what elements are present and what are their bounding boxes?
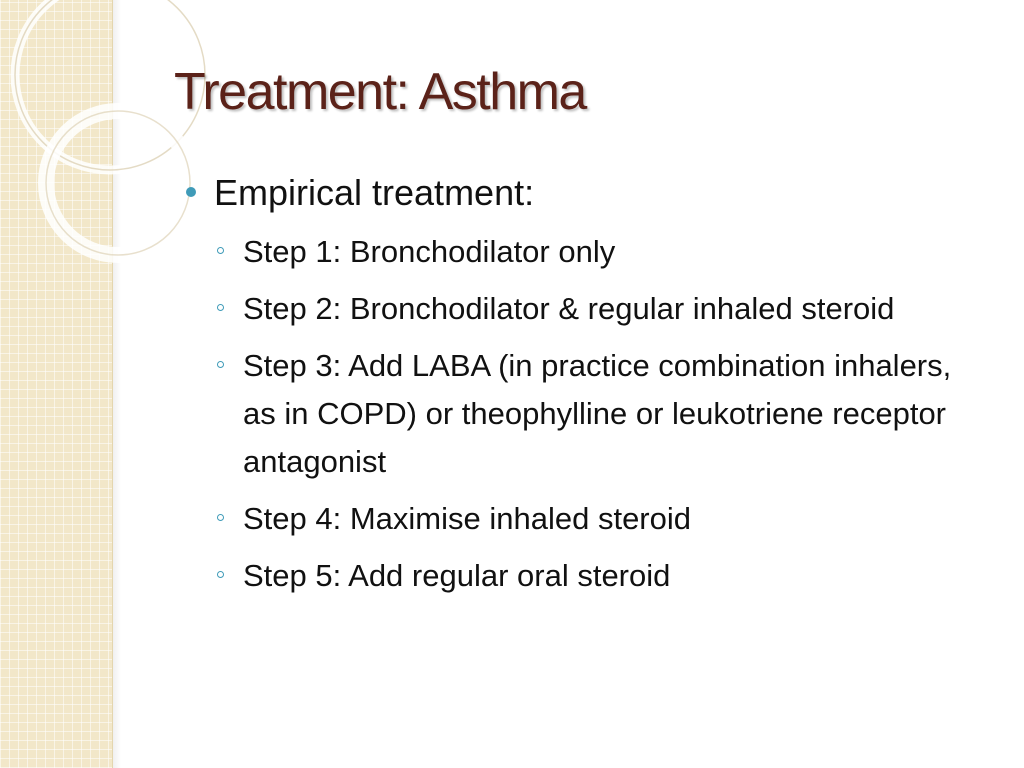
sub-bullet-item-step-1 xyxy=(186,228,966,276)
sub-bullet-item-step-4 xyxy=(186,495,966,543)
hollow-ring-bullet-icon xyxy=(217,304,224,311)
sub-bullet-text: Step 1: Bronchodilator only xyxy=(243,234,616,269)
sub-bullet-text: Step 4: Maximise inhaled steroid xyxy=(243,501,692,536)
sub-bullet-text: Step 3: Add LABA (in practice combination inhalers, as in COPD) or theophylline or leukotriene receptor antagonist xyxy=(243,348,952,479)
bullet-item xyxy=(186,170,966,216)
sub-bullet-item-step-5 xyxy=(186,552,966,600)
hollow-ring-bullet-icon xyxy=(217,571,224,578)
slide-title: Treatment: Asthma xyxy=(174,63,586,121)
sub-bullet-item-step-3 xyxy=(186,342,966,486)
decorative-rings xyxy=(0,0,160,280)
sub-bullet-item-step-2 xyxy=(186,285,966,333)
hollow-ring-bullet-icon xyxy=(217,514,224,521)
sub-bullet-text: Step 2: Bronchodilator & regular inhaled steroid xyxy=(243,291,895,326)
decorative-ring-small-outline xyxy=(46,111,190,255)
sub-bullet-list xyxy=(186,228,966,600)
bullet-text: Empirical treatment: xyxy=(214,172,535,213)
hollow-ring-bullet-icon xyxy=(217,361,224,368)
hollow-ring-bullet-icon xyxy=(217,247,224,254)
sub-bullet-text: Step 5: Add regular oral steroid xyxy=(243,558,671,593)
filled-circle-bullet-icon xyxy=(186,187,196,197)
slide-content xyxy=(186,170,966,609)
